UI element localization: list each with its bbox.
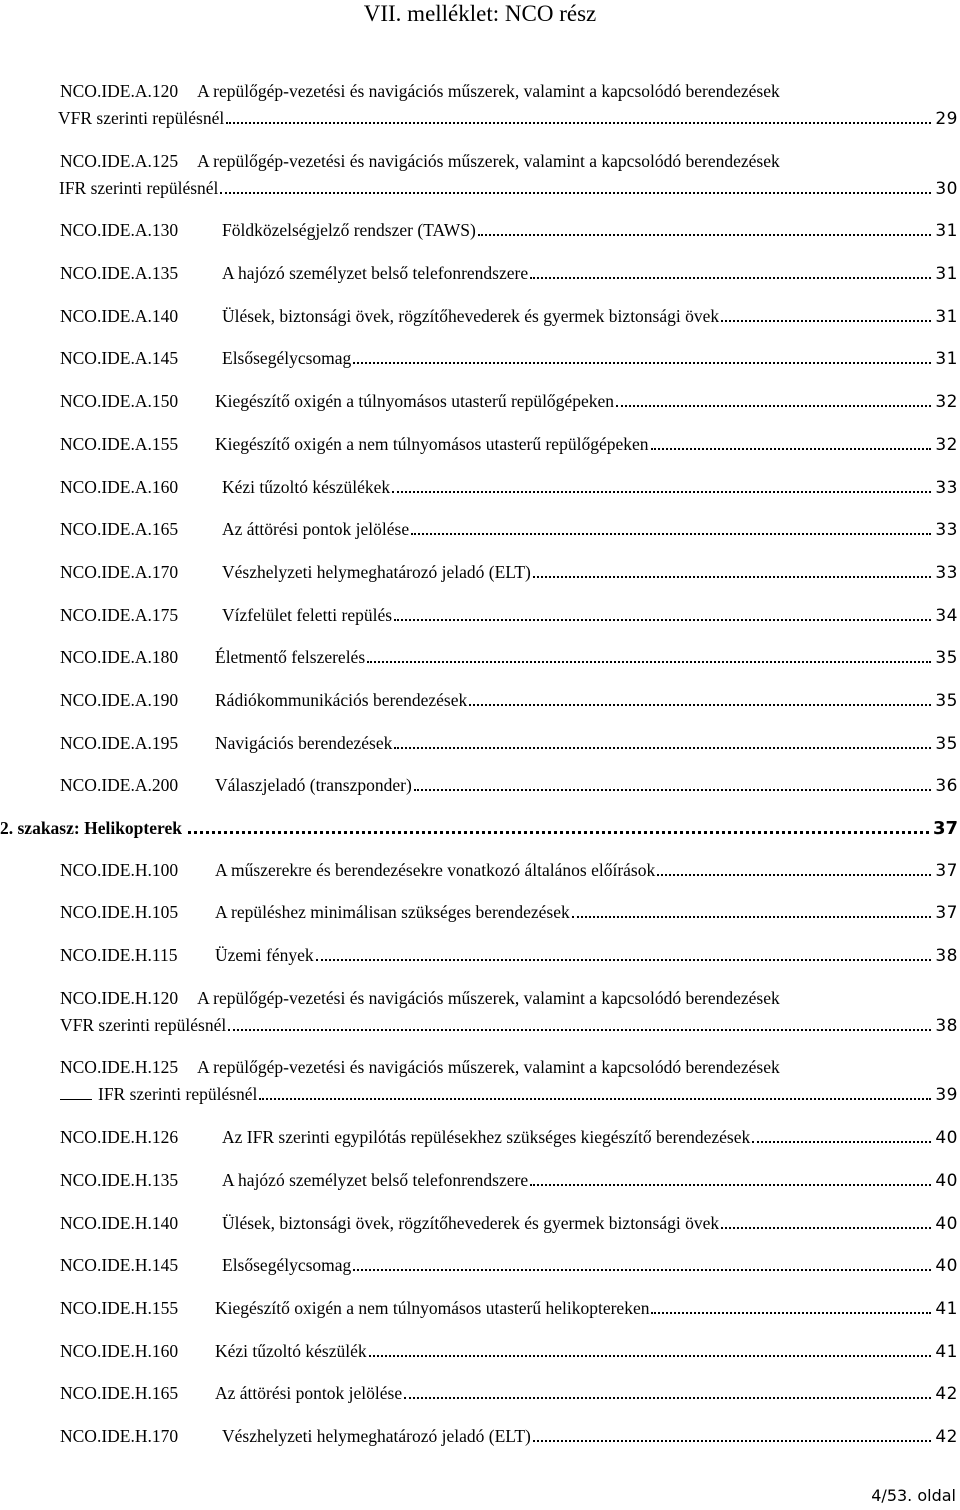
- entry-title: A repüléshez minimálisan szükséges berendezések: [215, 902, 570, 923]
- dot-leader: [469, 704, 931, 706]
- entry-title: Az áttörési pontok jelölése: [222, 519, 410, 540]
- dot-leader: [572, 916, 931, 918]
- page-number: 4/53. oldal: [871, 1486, 956, 1505]
- dot-leader: [353, 362, 931, 364]
- entry-code: NCO.IDE.H.160: [60, 1340, 179, 1361]
- entry-code: NCO.IDE.H.155: [60, 1297, 179, 1318]
- dot-leader: [752, 1141, 931, 1143]
- entry-title: Az áttörési pontok jelölése: [215, 1383, 403, 1404]
- toc-entry[interactable]: [60, 687, 958, 715]
- dot-leader: [478, 234, 931, 236]
- entry-title-continued: IFR szerinti repülésnél: [98, 1084, 258, 1105]
- dot-leader: [616, 405, 931, 407]
- entry-code: NCO.IDE.A.200: [60, 775, 179, 796]
- entry-title: Ülések, biztonsági övek, rögzítőhevederek és gyermek biztonsági övek: [222, 305, 720, 326]
- dot-leader: [721, 1227, 931, 1229]
- toc-entry[interactable]: [60, 78, 958, 133]
- toc-entry[interactable]: [60, 516, 958, 544]
- toc-entry[interactable]: [60, 1210, 958, 1238]
- entry-title: Navigációs berendezések: [215, 732, 393, 753]
- dot-leader: [392, 491, 931, 493]
- entry-page: 34: [935, 605, 958, 626]
- toc-entry[interactable]: [60, 985, 958, 1040]
- entry-title: A repülőgép-vezetési és navigációs műszerek, valamint a kapcsolódó berendezések: [197, 150, 780, 171]
- entry-title: Rádiókommunikációs berendezések: [215, 689, 468, 710]
- toc-entry[interactable]: [60, 730, 958, 758]
- toc-entry[interactable]: [60, 772, 958, 800]
- entry-page: 32: [935, 434, 958, 455]
- entry-page: 41: [935, 1298, 958, 1319]
- dot-leader: [259, 1098, 931, 1100]
- entry-page: 38: [935, 1015, 958, 1036]
- dot-leader: [651, 448, 932, 450]
- entry-page: 33: [935, 477, 958, 498]
- toc-entry[interactable]: [60, 1167, 958, 1195]
- dot-leader: [533, 1440, 931, 1442]
- entry-code: NCO.IDE.H.125: [60, 1057, 179, 1078]
- dot-leader: [530, 1184, 931, 1186]
- entry-page: 37: [935, 860, 958, 881]
- toc-entry[interactable]: [60, 942, 958, 970]
- toc-entry[interactable]: [60, 1338, 958, 1366]
- entry-code: NCO.IDE.H.126: [60, 1127, 179, 1148]
- entry-title: Földközelségjelző rendszer (TAWS): [222, 220, 476, 241]
- dot-leader: [226, 122, 931, 124]
- entry-page: 42: [935, 1426, 958, 1447]
- entry-code: NCO.IDE.H.140: [60, 1212, 179, 1233]
- entry-page: 33: [935, 562, 958, 583]
- entry-page: 40: [935, 1256, 958, 1277]
- dot-leader: [188, 831, 929, 834]
- entry-title: Üzemi fények: [215, 945, 314, 966]
- entry-title: Elsősegélycsomag: [222, 1255, 352, 1276]
- entry-code: NCO.IDE.A.140: [60, 305, 179, 326]
- section-page: 37: [932, 818, 958, 839]
- dot-leader: [411, 533, 931, 535]
- toc-entry[interactable]: [60, 1380, 958, 1408]
- toc-entry[interactable]: [60, 148, 958, 203]
- dot-leader: [367, 661, 931, 663]
- dot-leader: [721, 320, 931, 322]
- entry-code: NCO.IDE.A.160: [60, 476, 179, 497]
- toc-entry[interactable]: [60, 559, 958, 587]
- entry-page: 32: [935, 392, 958, 413]
- entry-page: 35: [935, 690, 958, 711]
- dot-leader: [533, 576, 931, 578]
- entry-title: Életmentő felszerelés: [215, 647, 366, 668]
- entry-page: 39: [935, 1085, 958, 1106]
- entry-title: A repülőgép-vezetési és navigációs műszerek, valamint a kapcsolódó berendezések: [197, 1057, 780, 1078]
- entry-code: NCO.IDE.A.190: [60, 689, 179, 710]
- entry-code: NCO.IDE.A.155: [60, 433, 179, 454]
- entry-title: A hajózó személyzet belső telefonrendszere: [222, 1169, 529, 1190]
- entry-title: A repülőgép-vezetési és navigációs műszerek, valamint a kapcsolódó berendezések: [197, 987, 780, 1008]
- dot-leader: [228, 1029, 931, 1031]
- entry-title: Kézi tűzoltó készülék: [215, 1340, 367, 1361]
- toc-section-heading[interactable]: [0, 815, 958, 842]
- entry-page: 36: [935, 776, 958, 797]
- entry-page: 29: [935, 109, 958, 129]
- entry-code: NCO.IDE.A.135: [60, 263, 179, 284]
- entry-title-continued: IFR szerinti repülésnél: [59, 177, 219, 198]
- page-header: [0, 0, 960, 28]
- toc-entry[interactable]: [60, 857, 958, 885]
- page-number-footer: [871, 1486, 956, 1505]
- entry-page: 41: [935, 1341, 958, 1362]
- dot-leader: [530, 277, 931, 279]
- toc-entry[interactable]: [60, 1124, 958, 1152]
- toc-entry[interactable]: [60, 1054, 958, 1109]
- dot-leader: [220, 192, 931, 194]
- entry-page: 37: [935, 903, 958, 924]
- dot-leader: [369, 1355, 931, 1357]
- entry-title-continued: VFR szerinti repülésnél: [58, 108, 225, 128]
- dot-leader: [316, 959, 931, 961]
- toc-entry[interactable]: [60, 644, 958, 672]
- toc-entry[interactable]: [60, 431, 958, 459]
- entry-page: 42: [935, 1384, 958, 1405]
- entry-code: NCO.IDE.A.145: [60, 348, 179, 369]
- entry-page: 40: [935, 1213, 958, 1234]
- entry-code: NCO.IDE.H.165: [60, 1383, 179, 1404]
- table-of-contents: [0, 78, 958, 1466]
- entry-title-continued: VFR szerinti repülésnél: [60, 1014, 227, 1035]
- toc-entry[interactable]: [60, 345, 958, 373]
- entry-title: Kézi tűzoltó készülékek: [222, 476, 391, 497]
- entry-code: NCO.IDE.A.165: [60, 519, 179, 540]
- entry-title: Kiegészítő oxigén a nem túlnyomásos utasterű helikoptereken: [215, 1297, 650, 1318]
- entry-title: Vízfelület feletti repülés: [222, 604, 393, 625]
- entry-code: NCO.IDE.H.135: [60, 1169, 179, 1190]
- entry-code: NCO.IDE.A.125: [60, 150, 179, 171]
- toc-entry[interactable]: [60, 303, 958, 331]
- entry-title: Kiegészítő oxigén a túlnyomásos utasterű repülőgépeken: [215, 391, 614, 412]
- dash-mark: [60, 1099, 92, 1100]
- toc-entry[interactable]: [60, 388, 958, 416]
- entry-code: NCO.IDE.A.195: [60, 732, 179, 753]
- entry-page: 40: [935, 1170, 958, 1191]
- toc-entry[interactable]: [60, 217, 958, 245]
- entry-code: NCO.IDE.A.150: [60, 391, 179, 412]
- entry-title: Vészhelyzeti helymeghatározó jeladó (ELT): [222, 1425, 531, 1446]
- entry-page: 31: [935, 306, 958, 327]
- entry-page: 30: [935, 178, 958, 199]
- entry-page: 33: [935, 520, 958, 541]
- entry-code: NCO.IDE.H.170: [60, 1425, 179, 1446]
- entry-page: 35: [935, 733, 958, 754]
- entry-title: Az IFR szerinti egypilótás repülésekhez szükséges kiegészítő berendezések: [222, 1127, 751, 1148]
- entry-title: Vészhelyzeti helymeghatározó jeladó (ELT): [222, 561, 531, 582]
- entry-page: 31: [935, 221, 958, 242]
- dot-leader: [657, 874, 931, 876]
- entry-code: NCO.IDE.A.175: [60, 604, 179, 625]
- entry-code: NCO.IDE.H.115: [60, 945, 178, 966]
- entry-title: A hajózó személyzet belső telefonrendszere: [222, 263, 529, 284]
- entry-page: 38: [935, 946, 958, 967]
- entry-code: NCO.IDE.A.120: [60, 81, 179, 101]
- entry-title: A repülőgép-vezetési és navigációs műszerek, valamint a kapcsolódó berendezések: [197, 81, 780, 101]
- entry-code: NCO.IDE.H.145: [60, 1255, 179, 1276]
- entry-title: Kiegészítő oxigén a nem túlnyomásos utasterű repülőgépeken: [215, 433, 649, 454]
- dot-leader: [394, 619, 931, 621]
- entry-code: NCO.IDE.A.130: [60, 220, 179, 241]
- entry-page: 40: [935, 1128, 958, 1149]
- entry-code: NCO.IDE.H.120: [60, 987, 179, 1008]
- dot-leader: [414, 789, 931, 791]
- entry-title: Elsősegélycsomag: [222, 348, 352, 369]
- toc-entry[interactable]: [60, 1252, 958, 1280]
- toc-entry[interactable]: [60, 1295, 958, 1323]
- dot-leader: [394, 747, 931, 749]
- dot-leader: [404, 1397, 931, 1399]
- entry-code: NCO.IDE.H.105: [60, 902, 179, 923]
- header-title: VII. melléklet: NCO rész: [363, 1, 597, 26]
- entry-code: NCO.IDE.A.180: [60, 647, 179, 668]
- toc-entry[interactable]: [60, 899, 958, 927]
- entry-title: Ülések, biztonsági övek, rögzítőhevederek és gyermek biztonsági övek: [222, 1212, 720, 1233]
- section-title: 2. szakasz: Helikopterek: [0, 818, 182, 838]
- dot-leader: [353, 1269, 931, 1271]
- entry-page: 31: [935, 264, 958, 285]
- toc-entry[interactable]: [60, 1423, 958, 1451]
- dot-leader: [651, 1312, 931, 1314]
- entry-code: NCO.IDE.H.100: [60, 859, 179, 880]
- entry-title: A műszerekre és berendezésekre vonatkozó általános előírások: [215, 859, 656, 880]
- entry-code: NCO.IDE.A.170: [60, 561, 179, 582]
- entry-page: 35: [935, 648, 958, 669]
- toc-entry[interactable]: [60, 602, 958, 630]
- entry-page: 31: [935, 349, 958, 370]
- toc-entry[interactable]: [60, 474, 958, 502]
- entry-title: Válaszjeladó (transzponder): [215, 775, 412, 796]
- toc-entry[interactable]: [60, 260, 958, 288]
